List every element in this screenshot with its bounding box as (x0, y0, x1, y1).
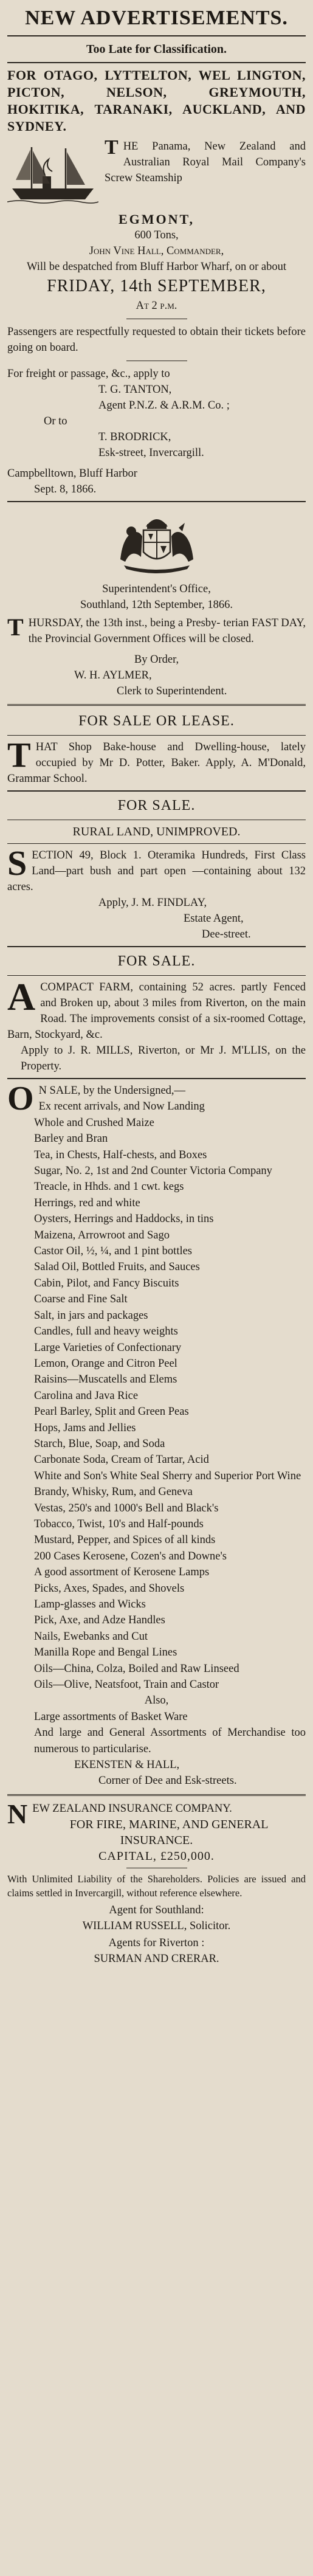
list-item: Pearl Barley, Split and Green Peas (34, 1406, 189, 1418)
list-item: Tea, in Chests, Half-chests, and Boxes (34, 1148, 207, 1161)
merchandise-list (7, 1115, 306, 1789)
list-item: Raisins—Muscatells and Elems (34, 1373, 177, 1386)
insurance-subtitle: FOR FIRE, MARINE, AND GENERAL INSURANCE. (69, 1817, 269, 1847)
list-item: Coarse and Fine Salt (34, 1293, 128, 1306)
list-item: Manilla Rope and Bengal Lines (34, 1646, 177, 1659)
list-item: Starch, Blue, Soap, and Soda (34, 1437, 165, 1450)
list-item: Carbonate Soda, Cream of Tartar, Acid (34, 1454, 209, 1466)
steamship-icon (7, 141, 98, 208)
advert-text: SECTION 49, Block 1. Oteramika Hundreds, First Class Land—part bush and part open —containing about 132 acres. (7, 843, 306, 893)
list-item: And large and General Assortments of Merchandise too numerous to particularise. (34, 1727, 306, 1755)
signatory-name: W. H. AYLMER, (74, 669, 152, 682)
steamer-intro: THE Panama, New Zealand and Australian Royal Mail Company's Screw Steamship (105, 139, 306, 184)
list-item: Lemon, Orange and Citron Peel (34, 1357, 177, 1370)
sale-or-lease-advert (7, 711, 306, 787)
agent-name: SURMAN AND CRERAR. (94, 1952, 219, 1965)
steamer-advert (7, 67, 306, 497)
agent-title: Estate Agent, (184, 913, 244, 925)
apply-line: Apply to J. R. MILLS, Riverton, or Mr J. M'LLIS, on the Property. (21, 1045, 306, 1072)
divider (7, 1794, 306, 1796)
list-item: Barley and Bran (34, 1133, 108, 1145)
advert-intro: O N SALE, by the Undersigned,— (7, 1080, 186, 1117)
rural-land-advert (7, 795, 306, 942)
drop-cap: T (105, 139, 119, 159)
list-item: Mustard, Pepper, and Spices of all kinds (34, 1534, 216, 1547)
office-name: Superintendent's Office, (102, 583, 211, 595)
divider (7, 35, 306, 36)
list-item: Carolina and Java Rice (34, 1389, 139, 1402)
ship-name: EGMONT, (118, 212, 195, 227)
advert-heading: FOR SALE. (117, 953, 196, 969)
list-item: Maizena, Arrowroot and Sago (34, 1229, 170, 1241)
divider (7, 843, 306, 844)
list-item: Brandy, Whisky, Rum, and Geneva (34, 1486, 193, 1499)
commander: John Vine Hall, Commander, (89, 245, 224, 257)
list-item: Pick, Axe, and Adze Handles (34, 1614, 165, 1627)
list-item: A good assortment of Kerosene Lamps (34, 1566, 210, 1579)
drop-cap: N (7, 1798, 28, 1829)
or-to: Or to (44, 415, 67, 427)
divider (7, 62, 306, 63)
drop-cap: S (7, 843, 27, 883)
tonnage: 600 Tons, (134, 229, 179, 241)
divider (7, 975, 306, 976)
dated: Sept. 8, 1866. (34, 483, 97, 496)
list-item: Treacle, in Hhds. and 1 cwt. kegs (34, 1181, 184, 1193)
divider (7, 501, 306, 502)
agent-label: Agents for Riverton : (108, 1936, 205, 1949)
list-item: Herrings, red and white (34, 1196, 140, 1209)
advert-subheading: RURAL LAND, UNIMPROVED. (72, 825, 241, 838)
advert-intro-second: Ex recent arrivals, and Now Landing (38, 1100, 205, 1113)
agent-title: Agent P.N.Z. & A.R.M. Co. ; (98, 399, 230, 412)
list-item: Large assortments of Basket Ware (34, 1710, 188, 1723)
drop-cap: T (7, 613, 24, 641)
list-item: Lamp-glasses and Wicks (34, 1598, 146, 1611)
section-label: Too Late for Classification. (86, 43, 227, 56)
insurance-liability: With Unlimited Liability of the Shareholders. Policies are issued and claims settled in Invercargill, without reference elsewhere. (7, 1873, 306, 1899)
list-item: White and Son's White Seal Sherry and Superior Port Wine (34, 1469, 301, 1482)
list-item: Also, (144, 1694, 169, 1707)
list-item: 200 Cases Kerosene, Cozen's and Downe's (34, 1550, 227, 1563)
divider (7, 1078, 306, 1079)
farm-advert (7, 951, 306, 1074)
list-item: Candles, full and heavy weights (34, 1325, 178, 1338)
sailing-date: FRIDAY, 14th SEPTEMBER, (47, 277, 266, 295)
advert-heading: FOR SALE OR LEASE. (78, 713, 235, 729)
list-item: Sugar, No. 2, 1st and 2nd Counter Victoria Company (34, 1165, 272, 1178)
drop-cap: O (7, 1080, 34, 1117)
advert-text: ACOMPACT FARM, containing 52 acres. partly Fenced and Broken up, about 3 miles from Riverton, on the main Road. The improvements consist of a six-roomed Cottage, Barn, Stockyard, &c. (7, 975, 306, 1041)
drop-cap: A (7, 975, 36, 1018)
list-item: Corner of Dee and Esk-streets. (98, 1775, 237, 1787)
agent-address: Esk-street, Invercargill. (98, 447, 204, 459)
apply-line: Apply, J. M. FINDLAY, (98, 897, 207, 909)
notice-date: Southland, 12th September, 1866. (80, 599, 233, 611)
agent-name: WILLIAM RUSSELL, Solicitor. (82, 1919, 231, 1932)
masthead: NEW ADVERTISEMENTS. (25, 7, 288, 29)
passenger-notice: Passengers are respectfully requested to obtain their tickets before going on board. (7, 326, 306, 354)
list-item: Vestas, 250's and 1000's Bell and Black's (34, 1502, 219, 1514)
list-item: Salt, in jars and packages (34, 1309, 148, 1322)
list-item: Salad Oil, Bottled Fruits, and Sauces (34, 1261, 200, 1274)
divider (7, 946, 306, 947)
list-item: Whole and Crushed Maize (34, 1116, 154, 1129)
freight-text: For freight or passage, &c., apply to (7, 368, 170, 380)
list-item: Oils—Olive, Neatsfoot, Train and Castor (34, 1679, 219, 1691)
sailing-time: At 2 p.m. (136, 300, 177, 312)
insurance-title: NEW ZEALAND INSURANCE COMPANY. (7, 1798, 232, 1829)
list-item: Oysters, Herrings and Haddocks, in tins (34, 1213, 214, 1226)
signatory-title: Clerk to Superintendent. (117, 685, 227, 697)
insurance-capital: CAPITAL, £250,000. (98, 1849, 215, 1863)
by-order: By Order, (134, 654, 179, 666)
list-item: Large Varieties of Confectionary (34, 1341, 182, 1354)
list-item: Oils—China, Colza, Boiled and Raw Linseed (34, 1662, 239, 1675)
place: Campbelltown, Bluff Harbor (7, 468, 137, 480)
divider (7, 735, 306, 736)
list-item: EKENSTEN & HALL, (74, 1759, 180, 1772)
list-item: Nails, Ewebanks and Cut (34, 1630, 148, 1643)
list-item: Hops, Jams and Jellies (34, 1421, 136, 1434)
list-item: Picks, Axes, Spades, and Shovels (34, 1582, 185, 1595)
insurance-advert (7, 1798, 306, 1967)
list-item: Castor Oil, ½, ¼, and 1 pint bottles (34, 1245, 193, 1258)
agent-address: Dee-street. (202, 928, 251, 941)
agent-name: T. G. TANTON, (98, 384, 172, 396)
divider (7, 790, 306, 792)
list-item: Tobacco, Twist, 10's and Half-pounds (34, 1518, 204, 1530)
steamer-routes: FOR OTAGO, LYTTELTON, WEL LINGTON, PICTON, NELSON, GREYMOUTH, HOKITIKA, TARANAKI, AUCKLAND, AND SYDNEY. (7, 67, 306, 134)
notice-text: THURSDAY, the 13th inst., being a Presby- terian FAST DAY, the Provincial Government Offices will be closed. (7, 613, 306, 645)
list-item: Cabin, Pilot, and Fancy Biscuits (34, 1277, 179, 1290)
divider (7, 704, 306, 706)
agent-label: Agent for Southland: (109, 1904, 204, 1916)
advert-heading: FOR SALE. (117, 798, 196, 813)
royal-coat-of-arms-icon (96, 506, 218, 579)
agent-name: T. BRODRICK, (98, 431, 171, 443)
fast-day-notice (7, 506, 306, 699)
advert-text: THAT Shop Bake-house and Dwelling-house, lately occupied by Mr D. Potter, Baker. Apply, A. M'Donald, Grammar School. (7, 735, 306, 785)
merchandise-advert (7, 1080, 306, 1789)
dispatch-text: Will be despatched from Bluff Harbor Wharf, on or about (26, 261, 287, 273)
drop-cap: T (7, 735, 31, 775)
